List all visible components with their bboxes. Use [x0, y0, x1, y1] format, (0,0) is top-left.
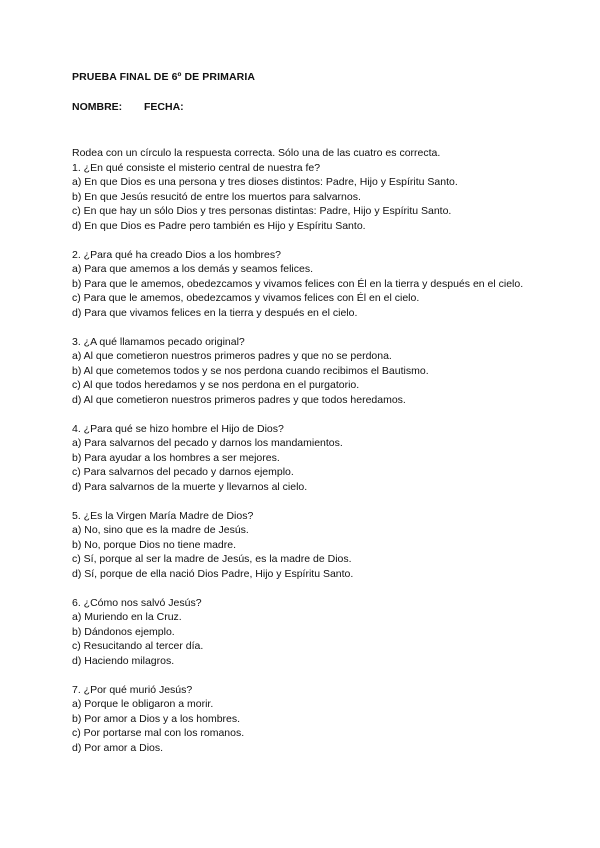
option-d: d) Para que vivamos felices en la tierra y después en el cielo. [72, 306, 358, 319]
question-text: 4. ¿Para qué se hizo hombre el Hijo de Dios? [72, 422, 284, 435]
option-a: a) No, sino que es la madre de Jesús. [72, 524, 249, 536]
option-a: a) En que Dios es una persona y tres dioses distintos: Padre, Hijo y Espíritu Santo. [72, 176, 458, 188]
question-1 [72, 161, 542, 234]
option-a: a) Muriendo en la Cruz. [72, 611, 182, 623]
option-d: d) Por amor a Dios. [72, 741, 164, 754]
option-b: b) Al que cometemos todos y se nos perdona cuando recibimos el Bautismo. [72, 364, 429, 377]
option-a: a) Para salvarnos del pecado y darnos los mandamientos. [72, 437, 343, 449]
question-text: 6. ¿Cómo nos salvó Jesús? [72, 596, 202, 609]
option-c: c) Sí, porque al ser la madre de Jesús, es la madre de Dios. [72, 553, 352, 565]
option-b: b) Dándonos ejemplo. [72, 625, 175, 638]
option-c: c) Por portarse mal con los romanos. [72, 727, 245, 739]
option-a: a) Porque le obligaron a morir. [72, 698, 214, 710]
document-title: PRUEBA FINAL DE 6º DE PRIMARIA [72, 71, 256, 83]
option-d: d) Para salvarnos de la muerte y llevarnos al cielo. [72, 480, 308, 493]
student-header [72, 100, 542, 114]
option-a: a) Al que cometieron nuestros primeros padres y que no se perdona. [72, 350, 392, 362]
question-text: 3. ¿A qué llamamos pecado original? [72, 335, 245, 348]
option-b: b) No, porque Dios no tiene madre. [72, 538, 237, 551]
fecha-label: FECHA: [144, 101, 184, 113]
question-3 [72, 335, 542, 408]
instructions: Rodea con un círculo la respuesta correcta. Sólo una de las cuatro es correcta. [72, 147, 441, 159]
option-d: d) Haciendo milagros. [72, 654, 175, 667]
question-5 [72, 509, 542, 582]
question-4 [72, 422, 542, 495]
question-text: 7. ¿Por qué murió Jesús? [72, 683, 193, 696]
option-b: b) Para ayudar a los hombres a ser mejores. [72, 451, 280, 464]
option-d: d) Sí, porque de ella nació Dios Padre, Hijo y Espíritu Santo. [72, 567, 354, 580]
option-a: a) Para que amemos a los demás y seamos felices. [72, 263, 314, 275]
option-b: b) Para que le amemos, obedezcamos y vivamos felices con Él en la tierra y después en el cielo. [72, 277, 524, 290]
question-6 [72, 596, 542, 669]
question-text: 1. ¿En qué consiste el misterio central de nuestra fe? [72, 161, 321, 174]
option-b: b) En que Jesús resucitó de entre los muertos para salvarnos. [72, 190, 361, 203]
option-c: c) Para que le amemos, obedezcamos y vivamos felices con Él en el cielo. [72, 292, 420, 304]
question-2 [72, 248, 542, 321]
option-d: d) Al que cometieron nuestros primeros padres y que todos heredamos. [72, 393, 406, 406]
question-text: 5. ¿Es la Virgen María Madre de Dios? [72, 509, 254, 522]
option-b: b) Por amor a Dios y a los hombres. [72, 712, 241, 725]
question-7 [72, 683, 542, 756]
question-text: 2. ¿Para qué ha creado Dios a los hombres? [72, 248, 281, 261]
option-c: c) Resucitando al tercer día. [72, 640, 204, 652]
option-c: c) Al que todos heredamos y se nos perdona en el purgatorio. [72, 379, 360, 391]
option-c: c) Para salvarnos del pecado y darnos ejemplo. [72, 466, 294, 478]
option-c: c) En que hay un sólo Dios y tres personas distintas: Padre, Hijo y Espíritu Santo. [72, 205, 452, 217]
nombre-label: NOMBRE: [72, 101, 123, 113]
document-page [72, 70, 542, 755]
option-d: d) En que Dios es Padre pero también es Hijo y Espíritu Santo. [72, 219, 366, 232]
